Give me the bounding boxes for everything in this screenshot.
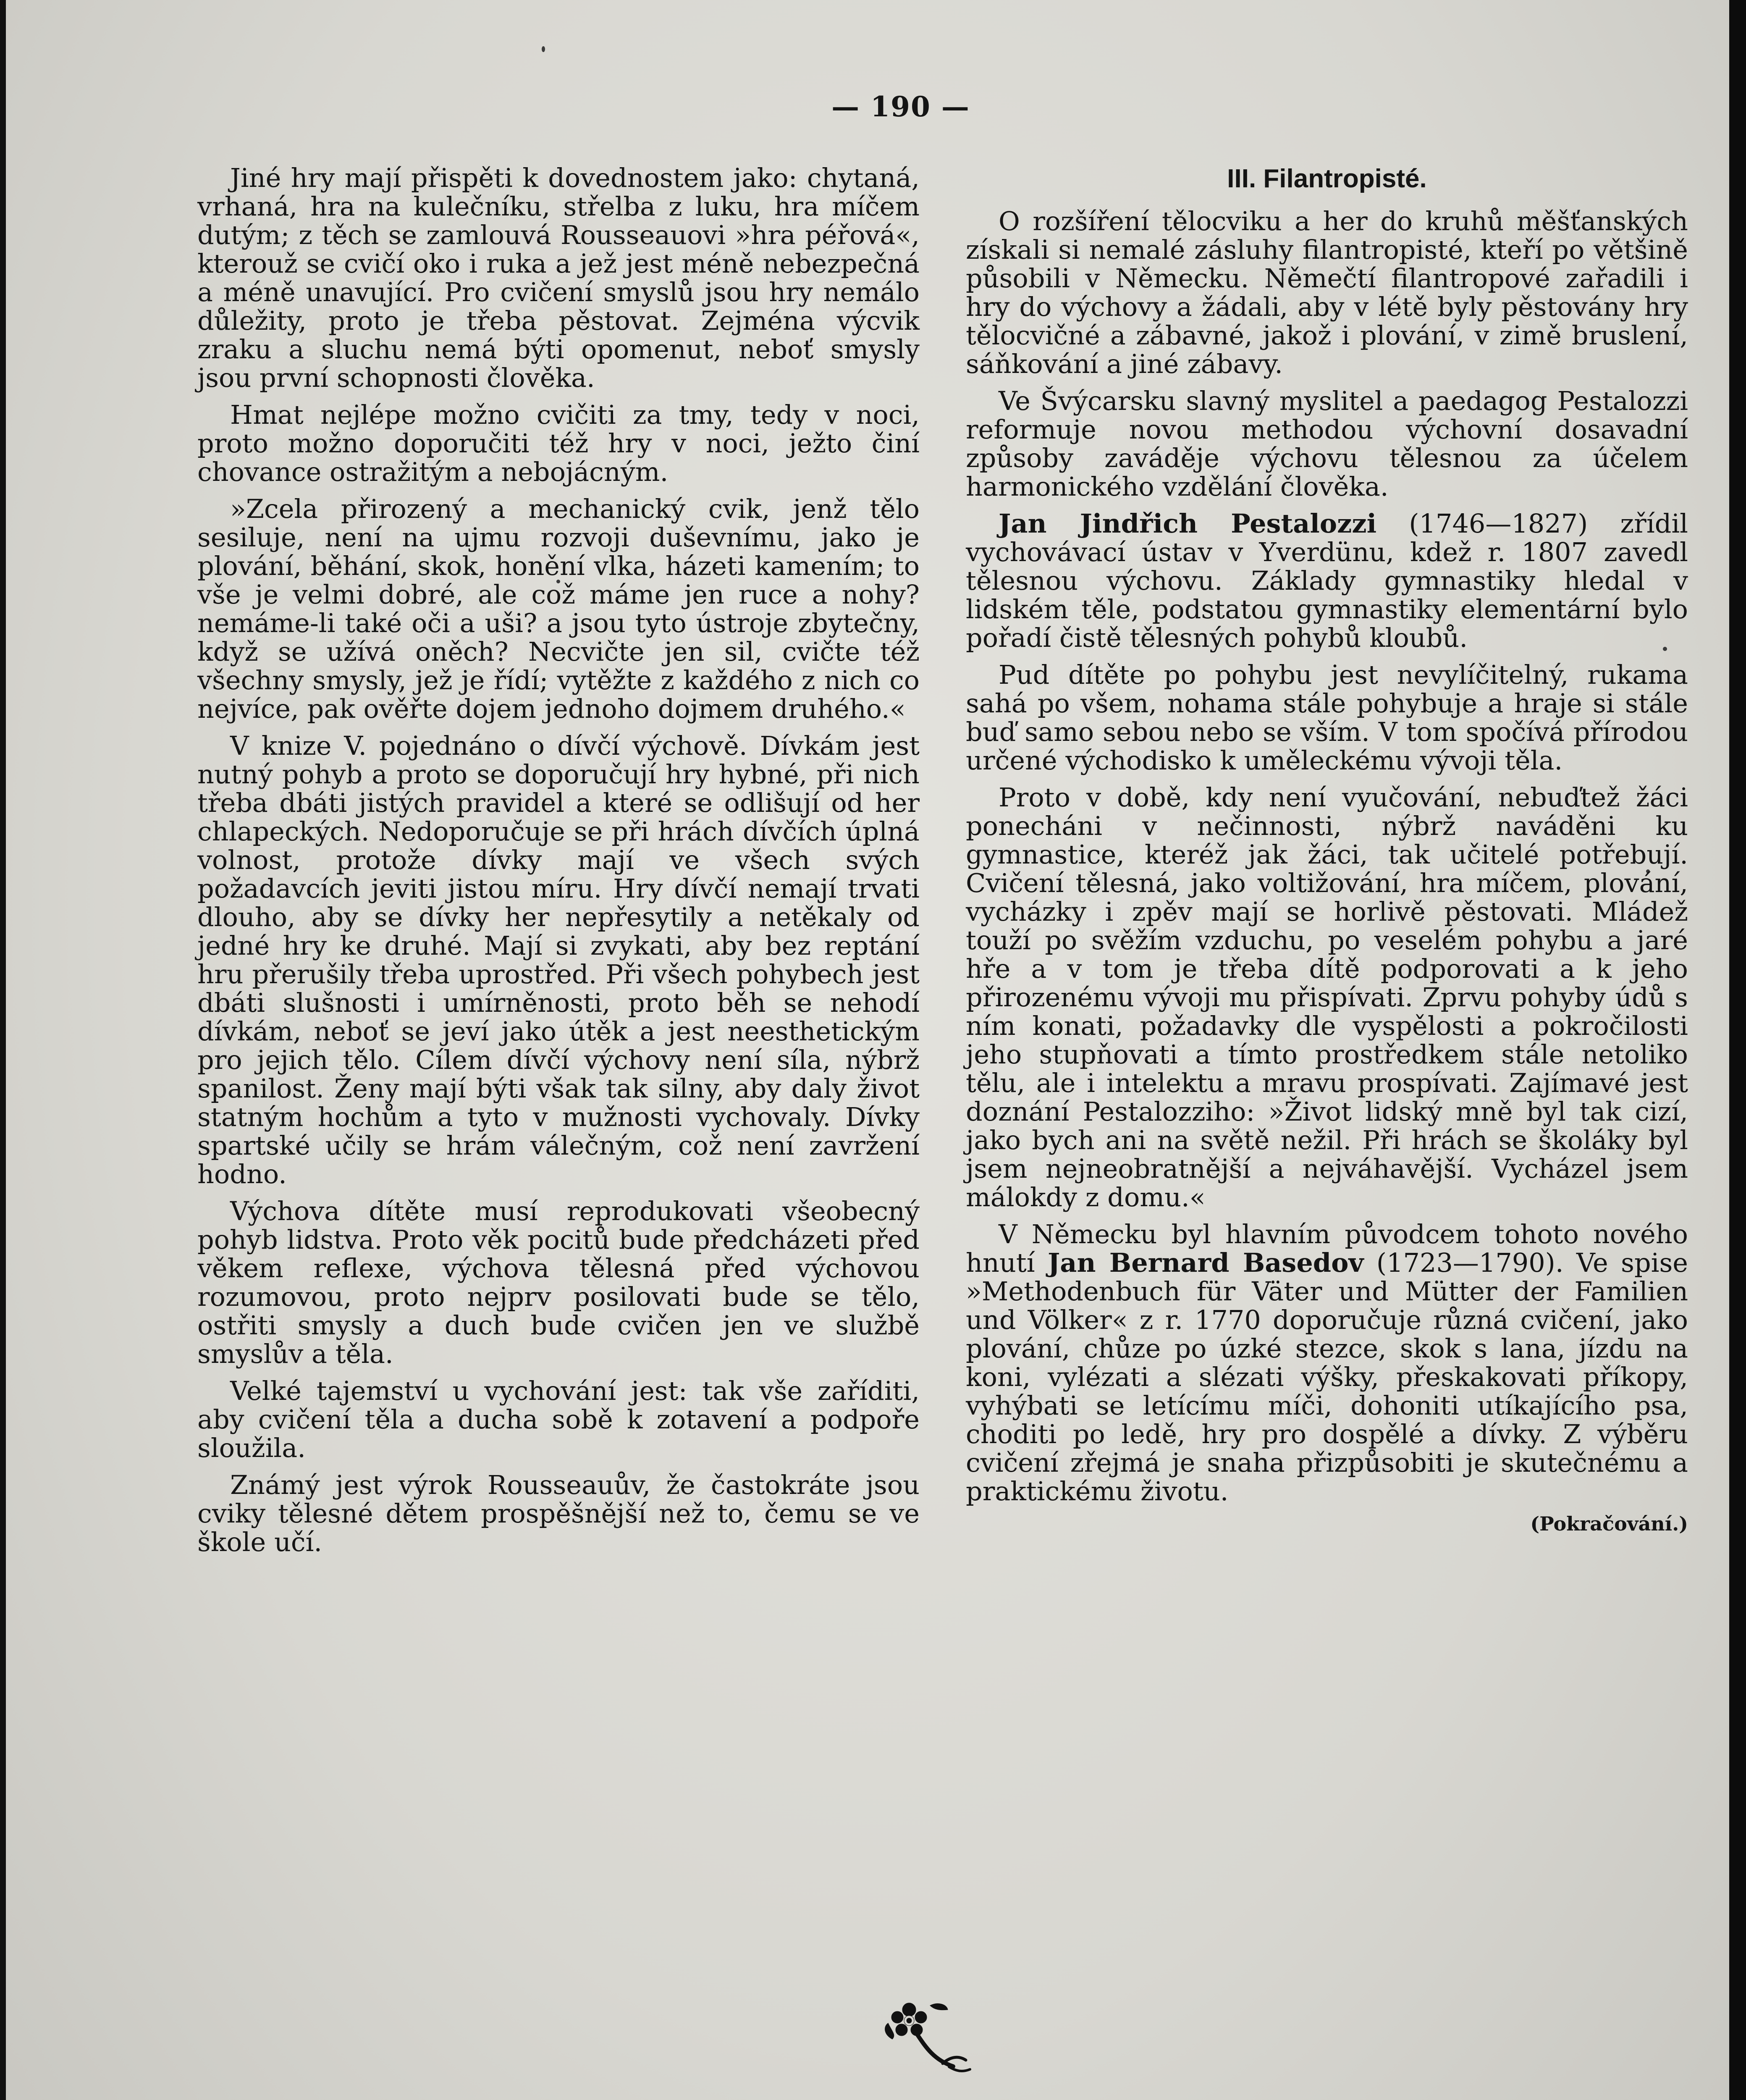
person-name-basedov: Jan Bernard Basedov — [1047, 1247, 1364, 1278]
right-paragraph-1: O rozšíření tělocviku a her do kruhů měšťanských získali si nemalé zásluhy filantropisté, kteří po většině působili v Německu. Němečtí filantropové zařadili i hry do výchovy a žádali, aby v létě byly pěstovány hry tělocvičné a zábavné, jakož i plování, v zimě bruslení, sáňkování a jiné zábavy. — [966, 206, 1688, 379]
left-paragraph-2: Hmat nejlépe možno cvičiti za tmy, tedy v noci, proto možno doporučiti též hry v noci, ježto činí chovance ostražitým a nebojácným. — [197, 399, 920, 487]
right-column — [966, 164, 1688, 1535]
left-paragraph-5: Výchova dítěte musí reprodukovati všeobecný pohyb lidstva. Proto věk pocitů bude předcházeti před věkem reflexe, výchova tělesná před výchovou rozumovou, proto nejprv posilovati bude se tělo, ostřiti smysly a duch bude cvičen jen ve službě smyslův a těla. — [197, 1196, 920, 1369]
left-column — [197, 164, 920, 1565]
left-paragraph-4: V knize V. pojednáno o dívčí výchově. Dívkám jest nutný pohyb a proto se doporučují hry hybné, při nich třeba dbáti jistých pravidel a které se odlišují od her chlapeckých. Nedoporučuje se při hrách dívčích úplná volnost, protože dívky mají ve všech svých požadavcích jeviti jistou míru. Hry dívčí nemají trvati dlouho, aby se dívky her nepřesytily a netěkaly od jedné hry ke druhé. Mají si zvykati, aby bez reptání hru přerušily třeba uprostřed. Při všech pohybech jest dbáti slušnosti i umírněnosti, proto běh se nehodí dívkám, neboť se jeví jako útěk a jest neesthetickým pro jejich tělo. Cílem dívčí výchovy není síla, nýbrž spanilost. Ženy mají býti však tak silny, aby daly život statným hochům a tyto v mužnosti vychovaly. Dívky spartské učily se hrám válečným, což není zavržení hodno. — [197, 730, 920, 1189]
scan-speck — [542, 46, 545, 52]
scan-border-left — [0, 0, 6, 2100]
left-paragraph-6: Velké tajemství u vychování jest: tak vše zaříditi, aby cvičení těla a ducha sobě k zotavení a podpoře sloužila. — [197, 1376, 920, 1463]
continued-note: (Pokračování.) — [1530, 1512, 1688, 1535]
left-paragraph-1: Jiné hry mají přispěti k dovednostem jako: chytaná, vrhaná, hra na kulečníku, střelba z luku, hra míčem dutým; z těch se zamlouvá Rousseauovi »hra péřová«, kterouž se cvičí oko i ruka a jež jest méně nebezpečná a méně unavující. Pro cvičení smyslů jsou hry nemálo důležity, proto je třeba pěstovat. Zejména výcvik zraku a sluchu nemá býti opomenut, neboť smysly jsou první schopnosti člověka. — [197, 163, 920, 393]
section-heading: III. Filantropisté. — [1227, 164, 1427, 193]
right-paragraph-2: Ve Švýcarsku slavný myslitel a paedagog Pestalozzi reformuje novou methodou výchovní dosavadní způsoby zaváděje výchovu tělesnou za účelem harmonického vzdělání člověka. — [966, 386, 1688, 502]
flower-vignette-icon — [880, 1993, 976, 2077]
left-paragraph-7: Známý jest výrok Rousseauův, že častokráte jsou cviky tělesné dětem prospěšnější než to, čemu se ve škole učí. — [197, 1470, 920, 1557]
person-name-pestalozzi: Jan Jindřich Pestalozzi — [999, 508, 1377, 539]
left-paragraph-3: »Zcela přirozený a mechanický cvik, jenž tělo sesiluje, není na ujmu rozvoji duševnímu, jako je plování, běhání, skok, honění vlka, házeti kamením; to vše je velmi dobré, ale což máme jen ruce a nohy? nemáme-li také oči a uši? a jsou tyto ústroje zbytečny, když se užívá oněch? Necvičte jen sil, cvičte též všechny smysly, jež je řídí; vytěžte z každého z nich co nejvíce, pak ověřte dojem jednoho dojmem druhého.« — [197, 494, 920, 724]
right-paragraph-4: Pud dítěte po pohybu jest nevylíčitelný, rukama sahá po všem, nohama stále pohybuje a hraje si stále buď samo sebou nebo se vším. V tom spočívá přírodou určené východisko k uměleckému vývoji těla. — [966, 659, 1688, 776]
page-number: — 190 — — [831, 90, 970, 123]
right-paragraph-6-text-a: V Německu byl hlavním původcem tohoto nového hnutí — [966, 1219, 1688, 1278]
right-paragraph-6 — [966, 1220, 1688, 1506]
right-paragraph-3 — [966, 509, 1688, 652]
right-paragraph-6-text-b: (1723—1790). Ve spise »Methodenbuch für Väter und Mütter der Familien und Völker« z r. 1770 doporučuje různá cvičení, jako plování, chůze po úzké stezce, skok s lana, jízdu na koni, vylézati a slézati výšky, přeskakovati příkopy, vyhýbati se letícímu míči, dohoniti utíkajícího psa, choditi po ledě, hry pro dospělé a dívky. Z výběru cvičení zřejmá je snaha přizpůsobiti je skutečnému a praktickému životu. — [966, 1247, 1688, 1507]
scan-border-right — [1729, 0, 1746, 2100]
right-paragraph-3-text: (1746—1827) zřídil vychovávací ústav v Yverdünu, kdež r. 1807 zavedl tělesnou výchovu. Základy gymnastiky hledal v lidském těle, podstatou gymnastiky elementární bylo pořadí čistě tělesných pohybů kloubů. — [966, 508, 1688, 653]
right-paragraph-5: Proto v době, kdy není vyučování, nebuďtež žáci ponecháni v nečinnosti, nýbrž naváděni ku gymnastice, kteréž jak žáci, tak učitelé potřebují. Cvičení tělesná, jako voltižování, hra míčem, plování, vycházky i zpěv mají se horlivě pěstovati. Mládež touží po svěžím vzduchu, po veselém pohybu a jaré hře a v tom je třeba dítě podporovati a k jeho přirozenému vývoji mu přispívati. Zprvu pohyby údů s ním konati, požadavky dle vyspělosti a pokročilosti jeho stupňovati a tímto prostředkem stále netoliko tělu, ale i intelektu a mravu prospívati. Zajímavé jest doznání Pestalozziho: »Život lidský mně byl tak cizí, jako bych ani na světě nežil. Při hrách se školáky byl jsem nejneobratnější a nejváhavější. Vycházel jsem málokdy z domu.« — [966, 782, 1688, 1213]
